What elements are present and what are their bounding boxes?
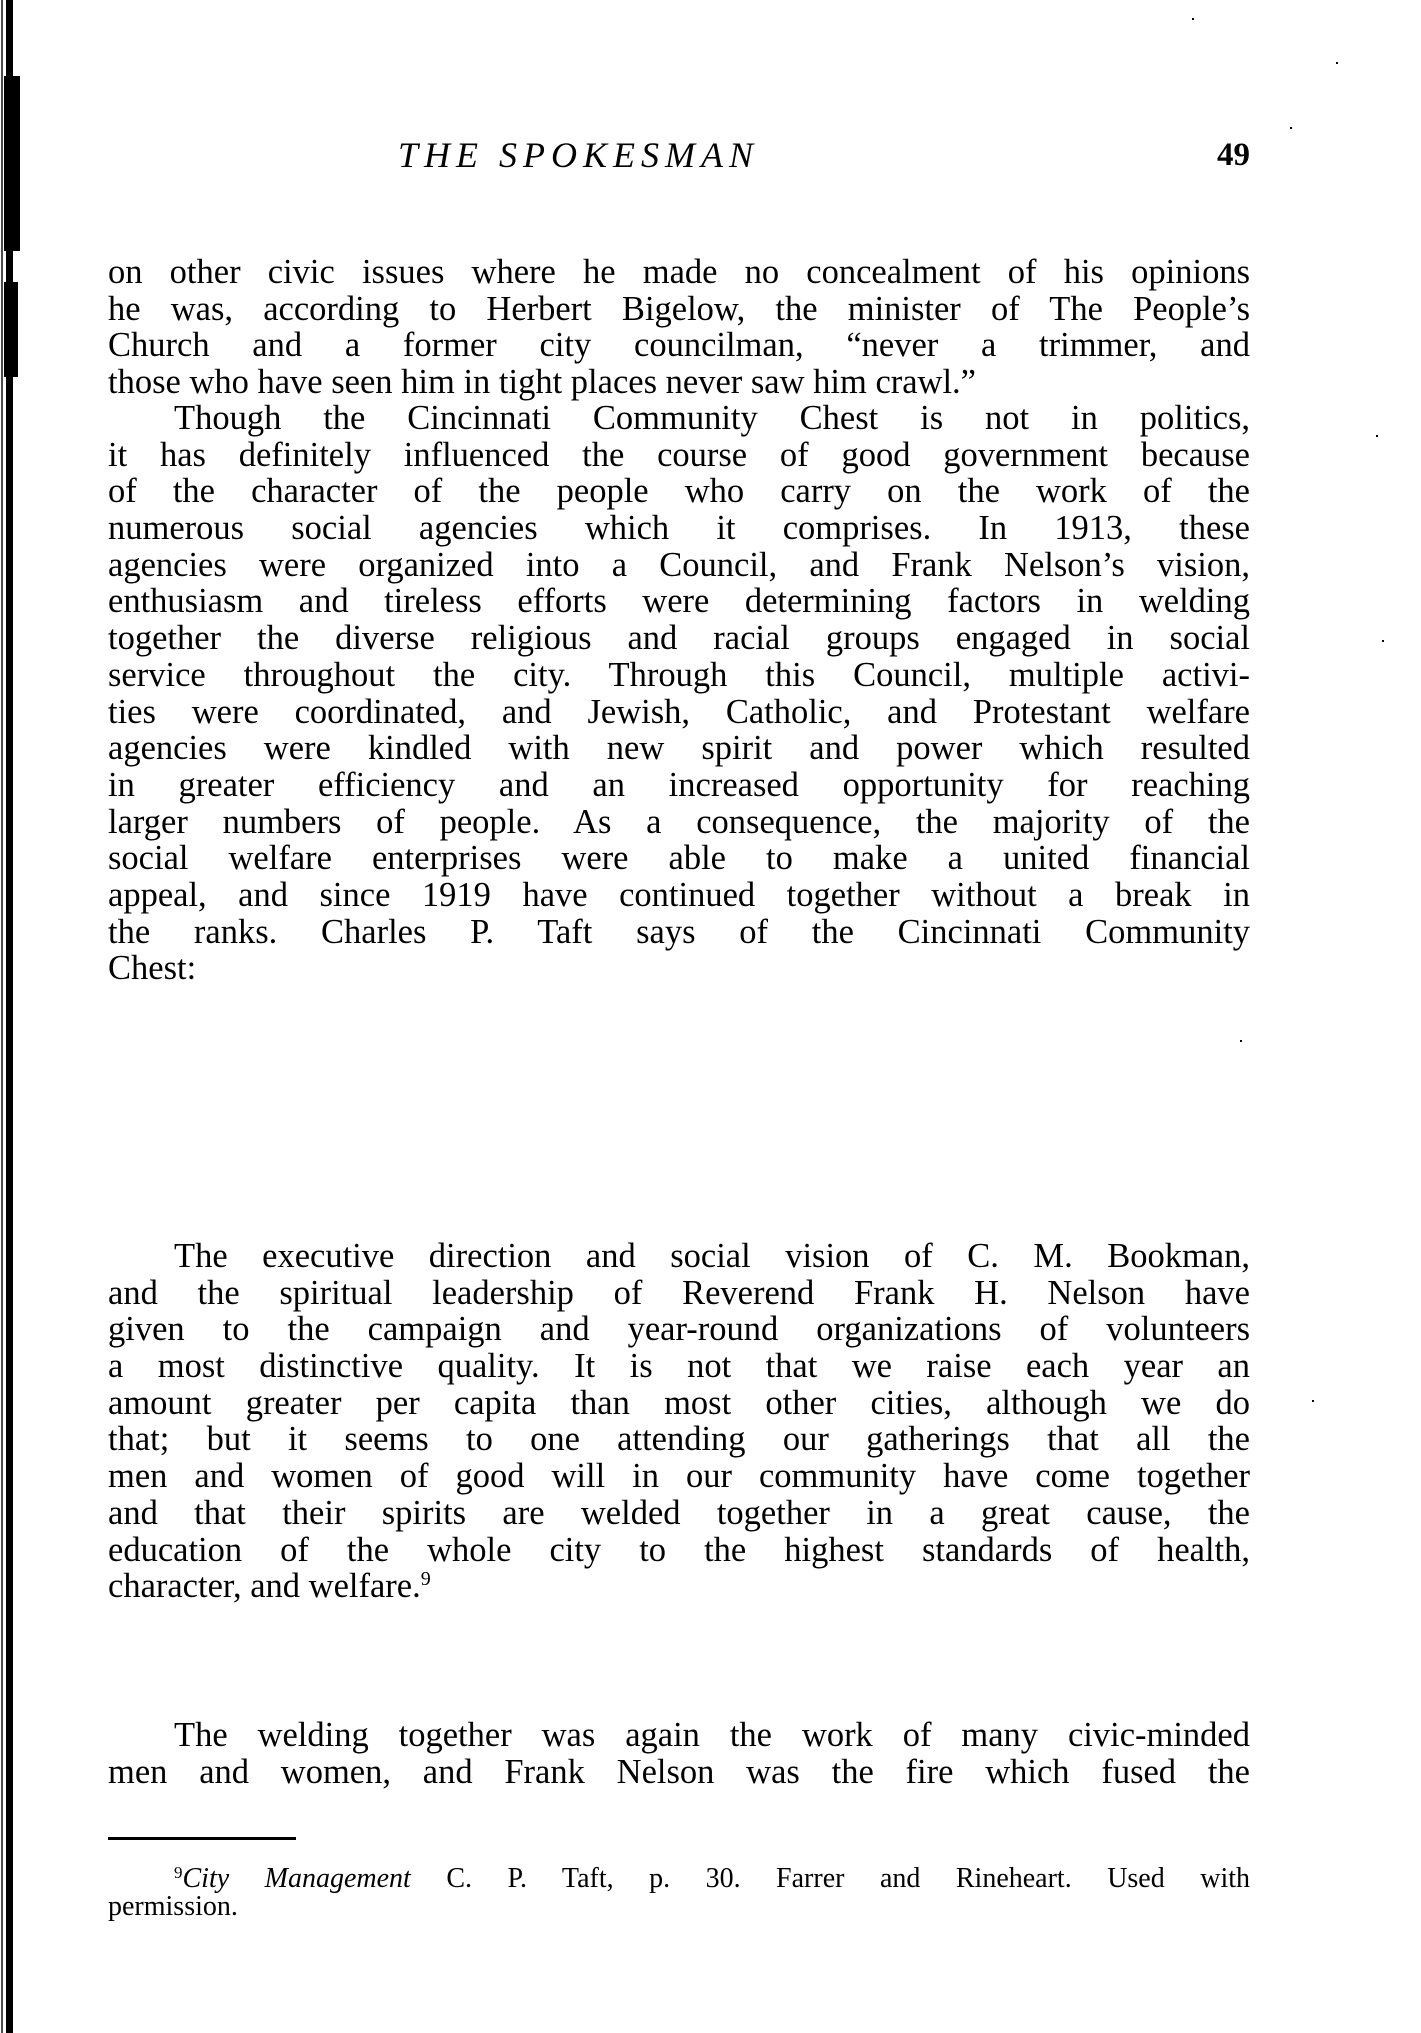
quote-line: and that their spirits are welded together in a great cause, the: [108, 1493, 1250, 1532]
footnote-marker: 9: [174, 1863, 183, 1882]
block-quote: [108, 1238, 1250, 1605]
text-line: enthusiasm and tireless efforts were determining factors in welding: [108, 582, 1250, 621]
footnote-line-2: permission.: [108, 1891, 238, 1922]
text-line: agencies were organized into a Council, and Frank Nelson’s vision,: [108, 545, 1250, 584]
scan-speck: [1376, 435, 1378, 437]
text-line: The welding together was again the work of many civic-minded: [174, 1716, 1250, 1754]
running-head: [108, 130, 1250, 180]
scan-speck: [1382, 640, 1384, 642]
scan-speck: [1240, 1040, 1242, 1042]
page-number: 49: [1217, 137, 1250, 173]
paragraph-3: [108, 1717, 1250, 1790]
text-line: numerous social agencies which it comprises. In 1913, these: [108, 509, 1250, 548]
text-line: service throughout the city. Through this Council, multiple activi-: [108, 655, 1250, 694]
text-line: he was, according to Herbert Bigelow, the minister of The People’s: [108, 289, 1250, 328]
text-line: it has definitely influenced the course of good government because: [108, 435, 1250, 474]
footnote-line-1: [108, 1865, 1250, 1893]
text-line: together the diverse religious and racial groups engaged in social: [108, 619, 1250, 658]
quote-last-line: [108, 1568, 1250, 1605]
quote-line: a most distinctive quality. It is not that we raise each year an: [108, 1347, 1250, 1386]
quote-line: education of the whole city to the highest standards of health,: [108, 1530, 1250, 1569]
quote-line-text: character, and welfare.: [108, 1567, 421, 1606]
quote-line: The executive direction and social vision of C. M. Bookman,: [174, 1237, 1250, 1275]
quote-line: that; but it seems to one attending our gatherings that all the: [108, 1420, 1250, 1459]
paragraph-2: [108, 400, 1250, 987]
footnote-citation: C. P. Taft, p. 30. Farrer and Rineheart. Used with: [410, 1863, 1250, 1894]
quote-line: amount greater per capita than most other cities, although we do: [108, 1383, 1250, 1422]
scan-speck: [1290, 127, 1292, 129]
quote-line: men and women of good will in our community have come together: [108, 1457, 1250, 1496]
footnote-divider: [108, 1837, 296, 1840]
quote-line: and the spiritual leadership of Reverend Frank H. Nelson have: [108, 1273, 1250, 1312]
binding-shadow-thick-upper: [4, 76, 20, 251]
text-line: agencies were kindled with new spirit and power which resulted: [108, 729, 1250, 768]
text-line: the ranks. Charles P. Taft says of the Cincinnati Community: [108, 912, 1250, 951]
paragraph-1: [108, 254, 1250, 401]
quote-line: given to the campaign and year-round organizations of volunteers: [108, 1310, 1250, 1349]
scan-speck: [1336, 62, 1338, 64]
scan-edge-line: [1, 0, 3, 2033]
text-line: those who have seen him in tight places never saw him crawl.”: [108, 363, 976, 402]
footnote: [108, 1865, 1250, 1921]
text-line: larger numbers of people. As a consequence, the majority of the: [108, 802, 1250, 841]
binding-shadow-thick-lower: [4, 282, 18, 377]
footnote-reference[interactable]: 9: [420, 1568, 431, 1591]
footnote-source-title: City Management: [182, 1863, 411, 1894]
running-title: THE SPOKESMAN: [398, 135, 759, 175]
text-line: social welfare enterprises were able to make a united financial: [108, 839, 1250, 878]
scan-speck: [1192, 18, 1194, 20]
text-line: Church and a former city councilman, “never a trimmer, and: [108, 326, 1250, 365]
text-line: Though the Cincinnati Community Chest is not in politics,: [174, 399, 1250, 437]
text-line: in greater efficiency and an increased opportunity for reaching: [108, 765, 1250, 804]
text-line: Chest:: [108, 949, 197, 988]
scan-speck: [1312, 1400, 1314, 1402]
text-line: appeal, and since 1919 have continued together without a break in: [108, 875, 1250, 914]
text-line: on other civic issues where he made no concealment of his opinions: [108, 253, 1250, 291]
text-line: men and women, and Frank Nelson was the fire which fused the: [108, 1752, 1250, 1791]
text-line: ties were coordinated, and Jewish, Catholic, and Protestant welfare: [108, 692, 1250, 731]
text-line: of the character of the people who carry on the work of the: [108, 472, 1250, 511]
